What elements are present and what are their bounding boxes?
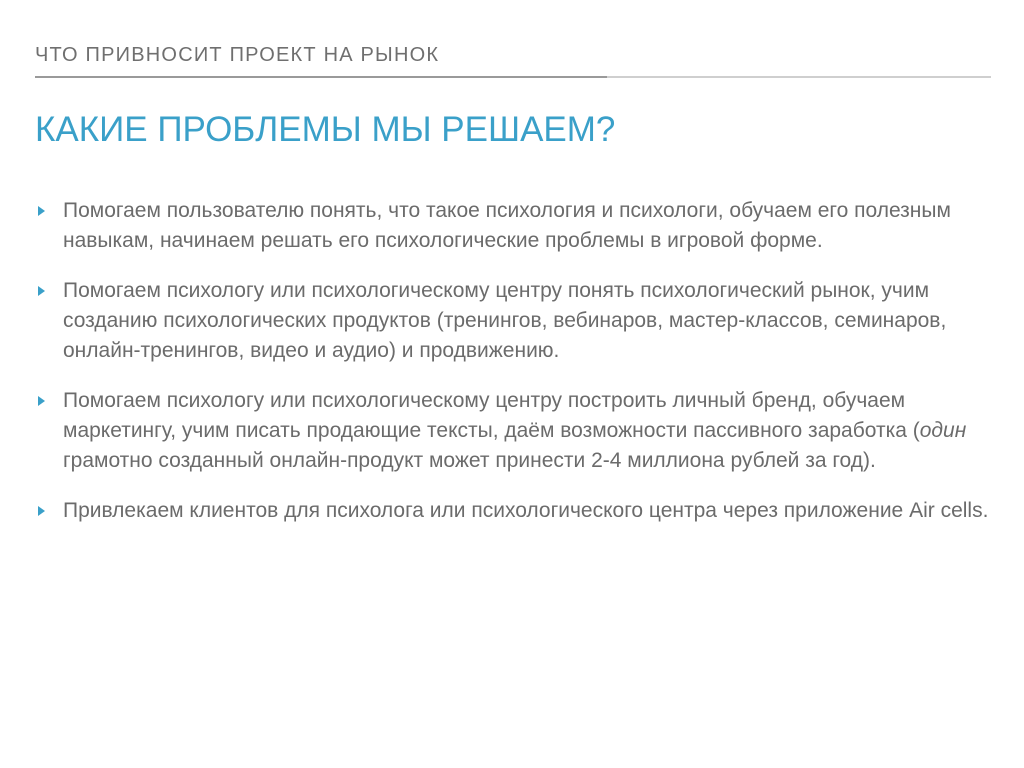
bullet-triangle-icon [38,506,45,516]
bullet-text: Помогаем пользователю понять, что такое психология и психологи, обучаем его полезным навыкам, начинаем решать его психологические проблемы в игровой форме. [63,199,951,252]
header-divider-dark [35,76,607,78]
bullet-text-before: Помогаем психологу или психологическому центру построить личный бренд, обучаем маркетингу, учим писать продающие тексты, даём возможности пассивного заработка ( [63,389,920,442]
header-divider-light [607,76,991,78]
bullet-triangle-icon [38,206,45,216]
bullet-text: Помогаем психологу или психологическому центру понять психологический рынок, учим созданию психологических продуктов (тренингов, вебинаров, мастер-классов, семинаров, онлайн-тренингов, видео и аудио) и продвижению. [63,279,947,362]
bullet-text-emphasis: один [919,419,967,442]
bullet-text-after: грамотно созданный онлайн-продукт может принести 2-4 миллиона рублей за год). [63,449,876,472]
bullet-item [36,496,996,526]
bullet-item [36,386,996,476]
slide-title: КАКИЕ ПРОБЛЕМЫ МЫ РЕШАЕМ? [35,110,616,149]
bullet-triangle-icon [38,286,45,296]
bullet-list [36,196,996,526]
bullet-triangle-icon [38,396,45,406]
bullet-text: Привлекаем клиентов для психолога или психологического центра через приложение Air cells. [63,499,989,522]
bullet-item [36,276,996,366]
section-label: ЧТО ПРИВНОСИТ ПРОЕКТ НА РЫНОК [35,44,440,66]
bullet-item [36,196,996,256]
